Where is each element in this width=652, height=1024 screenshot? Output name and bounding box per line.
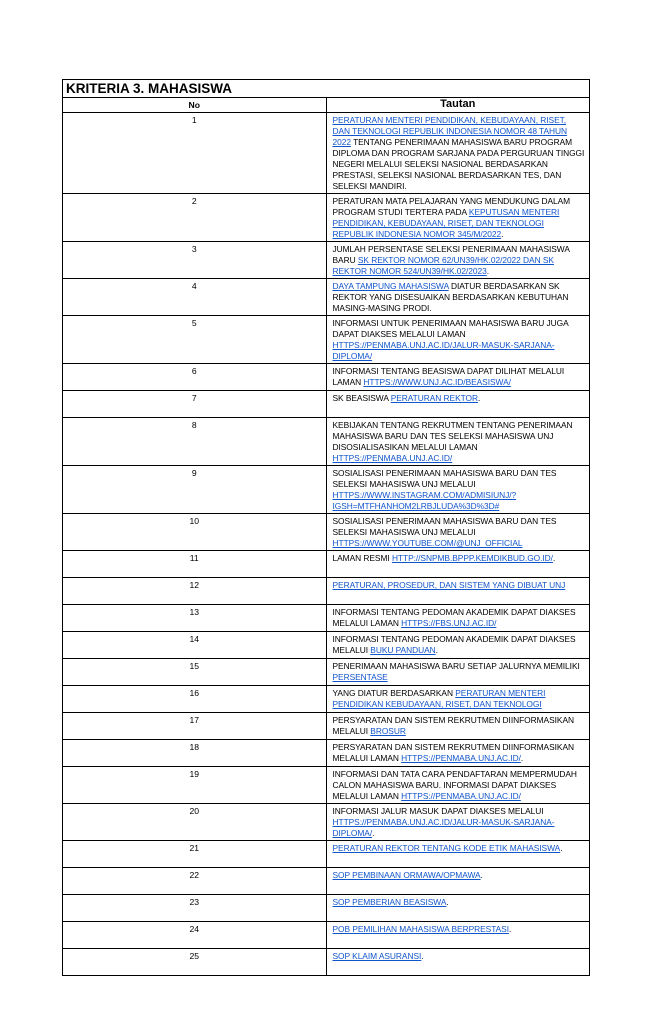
row-number: 9 [63, 466, 327, 514]
row-number: 8 [63, 418, 327, 466]
row-text: JUMLAH PERSENTASE SELEKSI PENERIMAAN MAHASISWA BARU [332, 244, 570, 265]
row-text: . [509, 924, 512, 934]
row-text: DIATUR BERDASARKAN SK REKTOR YANG DISESUAIKAN BERDASARKAN KEBUTUHAN MASING-MASING PRODI. [332, 281, 569, 313]
row-text: PERSYARATAN DAN SISTEM REKRUTMEN DIINFORMASIKAN MELALUI LAMAN [332, 742, 574, 763]
table-row [63, 391, 590, 418]
table-body [63, 113, 590, 976]
table-row [63, 949, 590, 976]
row-number: 12 [63, 578, 327, 605]
kriteria-table [62, 79, 590, 976]
row-tautan [326, 841, 590, 868]
row-text: . [480, 870, 483, 880]
row-text: SK BEASISWA [332, 393, 391, 403]
row-text: . [552, 553, 556, 563]
reference-link[interactable]: KEPUTUSAN MENTERI PENDIDIKAN, KEBUDAYAAN, RISET, DAN TEKNOLOGI REPUBLIK INDONESIA NOMOR 345/M/2022 [332, 207, 560, 239]
row-number: 2 [63, 194, 327, 242]
table-row [63, 713, 590, 740]
reference-link[interactable]: SOP KLAIM ASURANSI [332, 951, 422, 961]
row-number: 16 [63, 686, 327, 713]
row-tautan [326, 895, 590, 922]
reference-link[interactable]: BUKU PANDUAN [370, 645, 436, 655]
table-row [63, 767, 590, 804]
row-tautan [326, 466, 590, 514]
row-tautan [326, 418, 590, 466]
row-number: 10 [63, 514, 327, 551]
table-row [63, 242, 590, 279]
table-title: KRITERIA 3. MAHASISWA [63, 80, 590, 98]
row-text: PERATURAN MATA PELAJARAN YANG MENDUKUNG DALAM PROGRAM STUDI TERTERA PADA [332, 196, 571, 217]
row-text: KEBIJAKAN TENTANG REKRUTMEN TENTANG PENERIMAAN MAHASISWA BARU DAN TES SELEKSI MAHASISWA UNJ DISOSIALISASIKAN MELALUI LAMAN [332, 420, 573, 452]
table-row [63, 364, 590, 391]
row-tautan [326, 949, 590, 976]
reference-link[interactable]: HTTPS://PENMABA.UNJ.AC.ID/ [401, 753, 521, 763]
row-text: . [421, 951, 424, 961]
row-text: . [501, 229, 504, 239]
reference-link[interactable]: PERATURAN MENTERI PENDIDIKAN, KEBUDAYAAN, RISET, DAN TEKNOLOGI REPUBLIK INDONESIA NOMOR 48 TAHUN 2022 [332, 115, 568, 147]
row-text: INFORMASI UNTUK PENERIMAAN MAHASISWA BARU JUGA DAPAT DIAKSES MELALUI LAMAN [332, 318, 569, 339]
table-row [63, 895, 590, 922]
row-tautan [326, 551, 590, 578]
reference-link[interactable]: HTTPS://FBS.UNJ.AC.ID/ [401, 618, 497, 628]
row-tautan [326, 922, 590, 949]
row-number: 24 [63, 922, 327, 949]
reference-link[interactable]: PERSENTASE [332, 672, 388, 682]
row-number: 20 [63, 804, 327, 841]
row-number: 14 [63, 632, 327, 659]
row-number: 7 [63, 391, 327, 418]
row-text: INFORMASI DAN TATA CARA PENDAFTARAN MEMPERMUDAH CALON MAHASISWA BARU. INFORMASI DAPAT DIAKSES MELALUI LAMAN [332, 769, 577, 801]
reference-link[interactable]: HTTPS://PENMABA.UNJ.AC.ID/JALUR-MASUK-SARJANA-DIPLOMA/ [332, 817, 555, 838]
row-text: YANG DIATUR BERDASARKAN [332, 688, 456, 698]
row-number: 25 [63, 949, 327, 976]
row-tautan [326, 713, 590, 740]
table-row [63, 804, 590, 841]
table-row [63, 418, 590, 466]
row-number: 11 [63, 551, 327, 578]
table-row [63, 686, 590, 713]
row-text: . [560, 843, 563, 853]
row-text: . [478, 393, 481, 403]
row-text: . [372, 828, 375, 838]
reference-link[interactable]: POB PEMILIHAN MAHASISWA BERPRESTASI [332, 924, 509, 934]
row-number: 13 [63, 605, 327, 632]
reference-link[interactable]: SOP PEMBINAAN ORMAWA/OPMAWA [332, 870, 481, 880]
row-tautan [326, 113, 590, 194]
row-text: . [520, 753, 524, 763]
row-text: INFORMASI TENTANG PEDOMAN AKADEMIK DAPAT DIAKSES MELALUI [332, 634, 576, 655]
table-row [63, 740, 590, 767]
reference-link[interactable]: PERATURAN, PROSEDUR, DAN SISTEM YANG DIBUAT UNJ [332, 580, 566, 590]
table-row [63, 279, 590, 316]
reference-link[interactable]: HTTPS://PENMABA.UNJ.AC.ID/ [332, 453, 453, 463]
reference-link[interactable]: BROSUR [370, 726, 406, 736]
table-row [63, 466, 590, 514]
row-text: . [486, 266, 489, 276]
row-tautan [326, 194, 590, 242]
row-tautan [326, 364, 590, 391]
table-row [63, 316, 590, 364]
column-header-no: No [63, 98, 327, 113]
table-row [63, 514, 590, 551]
row-text: . [446, 897, 449, 907]
row-tautan [326, 632, 590, 659]
row-text: INFORMASI JALUR MASUK DAPAT DIAKSES MELALUI [332, 806, 544, 816]
row-tautan [326, 686, 590, 713]
row-tautan [326, 605, 590, 632]
column-header-tautan: Tautan [326, 98, 590, 113]
row-text: INFORMASI TENTANG PEDOMAN AKADEMIK DAPAT DIAKSES MELALUI LAMAN [332, 607, 576, 628]
row-number: 15 [63, 659, 327, 686]
row-tautan [326, 242, 590, 279]
row-number: 5 [63, 316, 327, 364]
row-tautan [326, 279, 590, 316]
row-number: 23 [63, 895, 327, 922]
table-row [63, 841, 590, 868]
reference-link[interactable]: HTTPS://PENMABA.UNJ.AC.ID/JALUR-MASUK-SARJANA-DIPLOMA/ [332, 340, 555, 361]
row-text: . [435, 645, 438, 655]
row-number: 3 [63, 242, 327, 279]
table-row [63, 113, 590, 194]
table-row [63, 632, 590, 659]
reference-link[interactable]: SOP PEMBERIAN BEASISWA [332, 897, 447, 907]
row-number: 18 [63, 740, 327, 767]
reference-link[interactable]: PERATURAN REKTOR [390, 393, 479, 403]
row-tautan [326, 804, 590, 841]
reference-link[interactable]: HTTPS://WWW.YOUTUBE.COM/@UNJ_OFFICIAL [332, 538, 523, 548]
row-text: TENTANG PENERIMAAN MAHASISWA BARU PROGRAM DIPLOMA DAN PROGRAM SARJANA PADA PERGURUAN TINGGI NEGERI MELALUI SELEKSI NASIONAL BERDASARKAN PRESTASI, SELEKSI NASIONAL BERDASARKAN TES, DAN SELEKSI MANDIRI. [332, 137, 585, 191]
row-tautan [326, 316, 590, 364]
reference-link[interactable]: SK REKTOR NOMOR 62/UN39/HK.02/2022 DAN SK REKTOR NOMOR 524/UN39/HK.02/2023 [332, 255, 554, 276]
table-row [63, 578, 590, 605]
row-text: PERSYARATAN DAN SISTEM REKRUTMEN DIINFORMASIKAN MELALUI [332, 715, 574, 736]
table-row [63, 194, 590, 242]
row-tautan [326, 391, 590, 418]
row-tautan [326, 514, 590, 551]
row-text: INFORMASI TENTANG BEASISWA DAPAT DILIHAT MELALUI LAMAN [332, 366, 565, 387]
row-number: 19 [63, 767, 327, 804]
reference-link[interactable]: PERATURAN MENTERI PENDIDIKAN KEBUDAYAAN, RISET, DAN TEKNOLOGI [332, 688, 546, 709]
reference-link[interactable]: HTTPS://WWW.INSTAGRAM.COM/ADMISIUNJ/?IGSH=MTFHANHOM2LRBJLUDA%3D%3D# [332, 490, 517, 511]
table-row [63, 551, 590, 578]
row-tautan [326, 740, 590, 767]
row-number: 1 [63, 113, 327, 194]
row-text: LAMAN RESMI [332, 553, 392, 563]
table-row [63, 659, 590, 686]
row-number: 22 [63, 868, 327, 895]
reference-link[interactable]: HTTPS://PENMABA.UNJ.AC.ID/ [401, 791, 521, 801]
row-tautan [326, 767, 590, 804]
row-text: SOSIALISASI PENERIMAAN MAHASISWA BARU DAN TES SELEKSI MAHASISWA UNJ MELALUI [332, 516, 557, 537]
reference-link[interactable]: HTTP://SNPMB.BPPP.KEMDIKBUD.GO.ID/ [391, 553, 553, 563]
table-row [63, 868, 590, 895]
reference-link[interactable]: HTTPS://WWW.UNJ.AC.ID/BEASISWA/ [363, 377, 511, 387]
table-row [63, 922, 590, 949]
row-tautan [326, 578, 590, 605]
row-text: SOSIALISASI PENERIMAAN MAHASISWA BARU DAN TES SELEKSI MAHASISWA UNJ MELALUI [332, 468, 557, 489]
row-tautan [326, 868, 590, 895]
reference-link[interactable]: PERATURAN REKTOR TENTANG KODE ETIK MAHASISWA [332, 843, 561, 853]
document-page [62, 79, 590, 976]
reference-link[interactable]: DAYA TAMPUNG MAHASISWA [332, 281, 449, 291]
row-tautan [326, 659, 590, 686]
row-number: 6 [63, 364, 327, 391]
row-text: PENERIMAAN MAHASISWA BARU SETIAP JALURNYA MEMILIKI [332, 661, 580, 671]
table-row [63, 605, 590, 632]
row-number: 4 [63, 279, 327, 316]
row-number: 21 [63, 841, 327, 868]
row-number: 17 [63, 713, 327, 740]
